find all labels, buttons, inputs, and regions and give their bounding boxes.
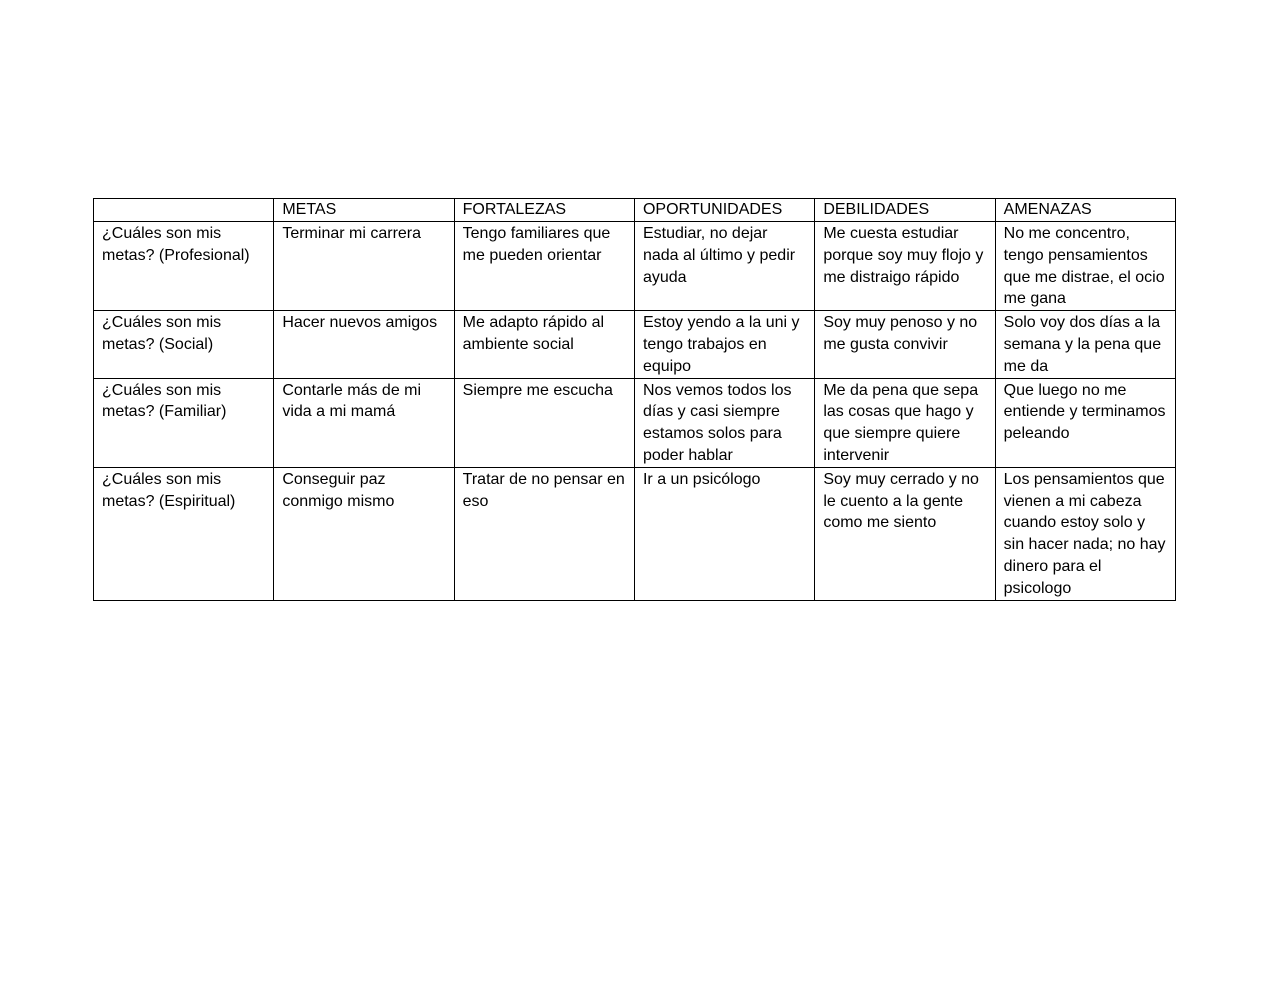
header-cell-amenazas: AMENAZAS	[995, 199, 1175, 222]
oportunidades-cell: Ir a un psicólogo	[634, 467, 814, 600]
amenazas-cell: Que luego no me entiende y terminamos peleando	[995, 378, 1175, 467]
debilidades-cell: Me da pena que sepa las cosas que hago y que siempre quiere intervenir	[815, 378, 995, 467]
question-cell: ¿Cuáles son mis metas? (Familiar)	[94, 378, 274, 467]
header-cell-metas: METAS	[274, 199, 454, 222]
debilidades-cell: Soy muy penoso y no me gusta convivir	[815, 311, 995, 378]
metas-cell: Hacer nuevos amigos	[274, 311, 454, 378]
oportunidades-cell: Estudiar, no dejar nada al último y pedir ayuda	[634, 222, 814, 311]
metas-cell: Conseguir paz conmigo mismo	[274, 467, 454, 600]
table-row-profesional	[94, 222, 1176, 311]
table-row-espiritual	[94, 467, 1176, 600]
fortalezas-cell: Siempre me escucha	[454, 378, 634, 467]
metas-cell: Contarle más de mi vida a mi mamá	[274, 378, 454, 467]
debilidades-cell: Me cuesta estudiar porque soy muy flojo y me distraigo rápido	[815, 222, 995, 311]
oportunidades-cell: Nos vemos todos los días y casi siempre estamos solos para poder hablar	[634, 378, 814, 467]
table-row-familiar	[94, 378, 1176, 467]
amenazas-cell: No me concentro, tengo pensamientos que me distrae, el ocio me gana	[995, 222, 1175, 311]
header-cell-oportunidades: OPORTUNIDADES	[634, 199, 814, 222]
fortalezas-cell: Me adapto rápido al ambiente social	[454, 311, 634, 378]
amenazas-cell: Solo voy dos días a la semana y la pena que me da	[995, 311, 1175, 378]
oportunidades-cell: Estoy yendo a la uni y tengo trabajos en equipo	[634, 311, 814, 378]
question-cell: ¿Cuáles son mis metas? (Social)	[94, 311, 274, 378]
foda-table	[93, 198, 1176, 601]
header-row	[94, 199, 1176, 222]
table-row-social	[94, 311, 1176, 378]
metas-cell: Terminar mi carrera	[274, 222, 454, 311]
amenazas-cell: Los pensamientos que vienen a mi cabeza cuando estoy solo y sin hacer nada; no hay dinero para el psicologo	[995, 467, 1175, 600]
header-cell-debilidades: DEBILIDADES	[815, 199, 995, 222]
header-cell-fortalezas: FORTALEZAS	[454, 199, 634, 222]
fortalezas-cell: Tengo familiares que me pueden orientar	[454, 222, 634, 311]
debilidades-cell: Soy muy cerrado y no le cuento a la gente como me siento	[815, 467, 995, 600]
question-cell: ¿Cuáles son mis metas? (Profesional)	[94, 222, 274, 311]
header-cell-empty	[94, 199, 274, 222]
question-cell: ¿Cuáles son mis metas? (Espiritual)	[94, 467, 274, 600]
fortalezas-cell: Tratar de no pensar en eso	[454, 467, 634, 600]
